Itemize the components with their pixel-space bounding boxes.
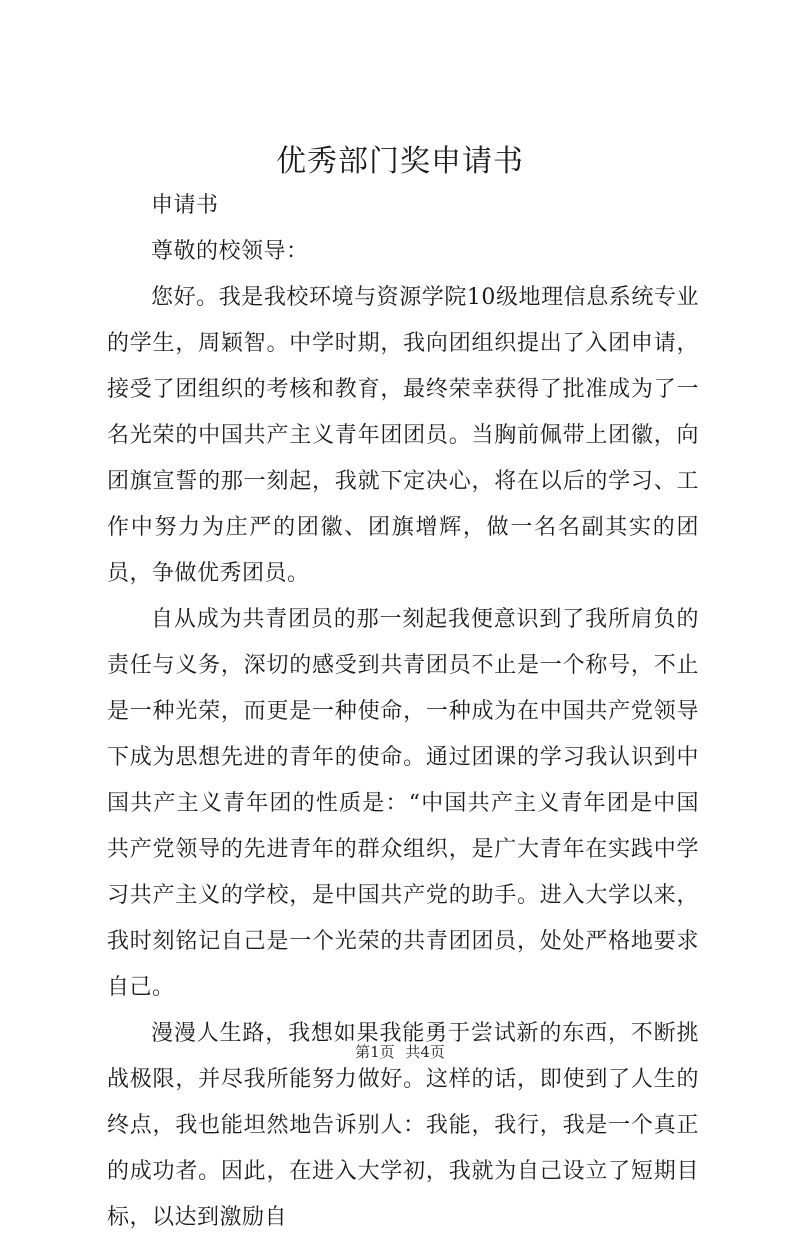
paragraph-salutation: 尊敬的校领导：: [151, 239, 309, 264]
paragraph: 您好。我是我校环境与资源学院10级地理信息系统专业的学生，周颖智。中学时期，我向团组织提出了入团申请，接受了团组织的考核和教育，最终荣幸获得了批准成为了一名光荣的中国共产主义青年团团员。当胸前佩带上团徽，向团旗宣誓的那一刻起，我就下定决心，将在以后的学习、工作中努力为庄严的团徽、团旗增辉，做一名名副其实的团员，争做优秀团员。: [107, 285, 699, 586]
paragraph-heading: 申请书: [151, 193, 219, 218]
page-total: 共4页: [405, 1043, 445, 1061]
document-body: [107, 183, 699, 1241]
paragraph: 自从成为共青团员的那一刻起我便意识到了我所肩负的责任与义务，深切的感受到共青团员不止是一个称号，不止是一种光荣，而更是一种使命，一种成为在中国共产党领导下成为思想先进的青年的使命。通过团课的学习我认识到中国共产主义青年团的性质是：“中国共产主义青年团是中国共产党领导的先进青年的群众组织，是广大青年在实践中学习共产主义的学校，是中国共产党的助手。进入大学以来，我时刻铭记自己是一个光荣的共青团团员，处处严格地要求自己。: [107, 607, 699, 1000]
document-title: 优秀部门奖申请书: [276, 144, 524, 179]
page-number: 第1页: [355, 1043, 395, 1061]
paragraph: 漫漫人生路，我想如果我能勇于尝试新的东西，不断挑战极限，并尽我所能努力做好。这样的话，即使到了人生的终点，我也能坦然地告诉别人：我能，我行，我是一个真正的成功者。因此，在进入大学初，我就为自己设立了短期目标，以达到激励自: [107, 1021, 699, 1230]
page-footer: [0, 1042, 800, 1062]
